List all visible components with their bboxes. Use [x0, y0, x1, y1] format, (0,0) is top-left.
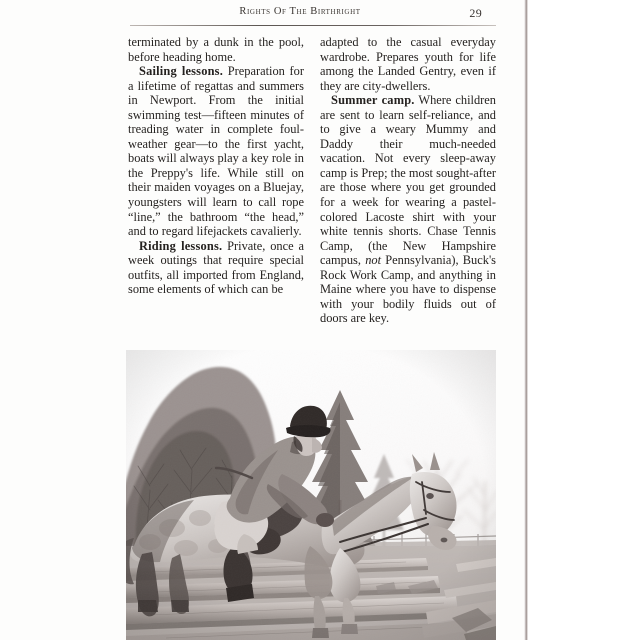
run-in-head: Riding lessons. [139, 238, 223, 253]
column-left [128, 35, 304, 326]
paragraph [320, 35, 496, 93]
page-number: 29 [469, 6, 482, 20]
emphasis-word: not [365, 253, 382, 268]
paragraph [128, 64, 304, 239]
column-right [320, 35, 496, 326]
header-rule [130, 25, 496, 26]
running-head [130, 6, 496, 32]
paragraph-text: Private, once a week outings that require special outfits, all imported from England, some elements of which can be [128, 238, 304, 297]
page-edge-shadow [524, 0, 528, 640]
run-in-head: Sailing lessons. [139, 64, 224, 79]
paragraph [320, 93, 496, 326]
paragraph-text: adapted to the casual everyday wardrobe. Prepares youth for life among the Landed Gentry, even if they are city-dwellers. [320, 35, 496, 93]
running-head-title: Rights Of The Birthright [239, 6, 361, 17]
paragraph-text: terminated by a dunk in the pool, before heading home. [128, 35, 304, 64]
paragraph [128, 239, 304, 297]
run-in-head: Summer camp. [331, 93, 415, 108]
body-columns [128, 35, 496, 326]
photograph-equestrian [126, 350, 496, 640]
photograph-artwork [126, 350, 496, 640]
paragraph-text: Preparation for a lifetime of regattas and summers in Newport. From the initial swimming test—fifteen minutes of treading water in complete foul-weather gear—to the first yacht, boats will always play a key role in the Preppy's life. While still on their maiden voyages on a Bluejay, youngsters will learn to call rope “line,” the bathroom “the head,” and to regard lifejackets cavalierly. [128, 64, 305, 239]
paragraph-text: Where children are sent to learn self-reliance, and to give a weary Mummy and Daddy their much-needed vacation. Not every sleep-away camp is Prep; the most sought-after are those where you get grounded for a week for wearing a pastel-colored Lacoste shirt with your white tennis shorts. Chase Tennis Camp, (the New Hampshire campus, [320, 93, 496, 268]
paragraph-text: Pennsylvania), Buck's Rock Work Camp, and anything in Maine where you have to dispense with your bodily fluids out of doors are key. [320, 253, 497, 326]
paragraph [128, 35, 304, 64]
